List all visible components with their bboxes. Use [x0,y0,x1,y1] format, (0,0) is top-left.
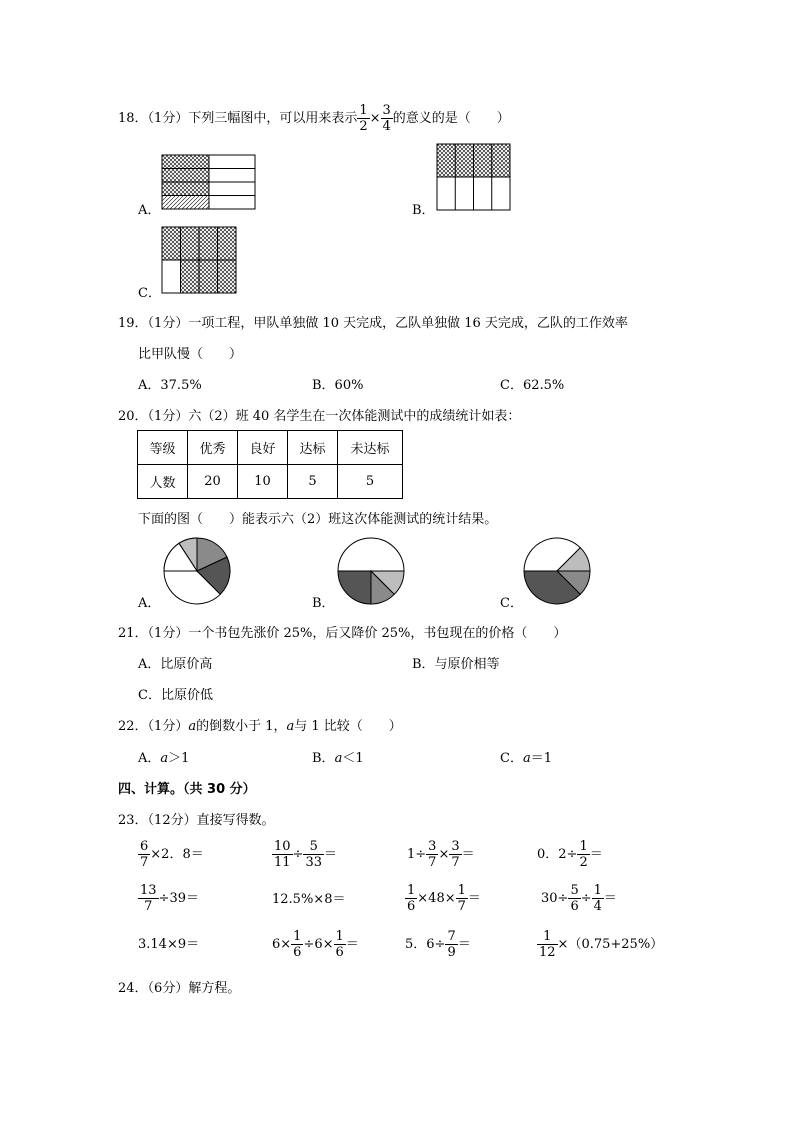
q21-option-b: B．与原价相等 [412,657,500,672]
q18-figure-b [436,143,512,211]
table-cell: 5 [338,465,403,499]
q19-option-c: C．62.5% [500,378,565,393]
q20-pie-b [336,536,406,606]
q20-stats-table [137,430,403,499]
q20-pie-a [162,536,232,606]
table-cell: 达标 [288,431,338,465]
q23-expr-8: 30÷ $\frac{5}{6}$ ÷ $\frac{1}{4}$ ＝ [541,883,617,914]
q19-option-b: B．60% [312,378,364,393]
q23-expr-12: $\frac{1}{12}$ ×（0.75+25%） [539,929,664,960]
q23-expr-10: 6× $\frac{1}{6}$ ÷6× $\frac{1}{6}$ ＝ [272,929,359,960]
table-cell: 未达标 [338,431,403,465]
q18-option-a-label: A． [138,203,161,218]
q18-figure-c [161,226,238,294]
q23-expr-1: $\frac{6}{7}$ ×2．8＝ [140,839,204,870]
q20-stem-line2: 下面的图（ ）能表示六（2）班这次体能测试的统计结果。 [138,512,498,527]
table-cell: 20 [188,465,238,499]
q23-expr-2: $\frac{10}{11}$ ÷ $\frac{5}{33}$ ＝ [274,839,338,870]
q22-option-c: C．a＝1 [500,751,552,766]
table-cell: 人数 [138,465,188,499]
q23-expr-4: 0．2÷ $\frac{1}{2}$ ＝ [537,839,603,870]
q18-option-b-label: B． [412,203,435,218]
q22-stem: 22．（1分）a的倒数小于 1，a与 1 比较（ ） [118,719,402,734]
fraction: $\frac{1}{2}$ [359,103,368,134]
q23-expr-3: 1÷ $\frac{3}{7}$ × $\frac{3}{7}$ ＝ [407,839,475,870]
q18-stem: 18．（1分）下列三幅图中，可以用来表示 $\frac{1}{2}$ × $\frac{3}{4}$ 的意义的是（ ） [118,103,510,134]
q23-expr-5: $\frac{13}{7}$ ÷39＝ [140,883,199,914]
q21-option-a: A．比原价高 [138,657,213,672]
q20-option-c-label: C． [500,596,523,611]
q23-expr-11: 5．6÷ $\frac{7}{9}$ ＝ [405,929,471,960]
table-row [138,465,403,499]
q18-figure-a [161,154,257,211]
q23-stem: 23．（12分）直接写得数。 [118,813,275,828]
q22-option-b: B．a＜1 [312,751,364,766]
q23-expr-9: 3.14×9＝ [138,937,200,952]
table-cell: 10 [238,465,288,499]
table-cell: 5 [288,465,338,499]
q19-option-a: A．37.5% [138,378,202,393]
q22-option-a: A．a＞1 [138,751,190,766]
table-cell: 优秀 [188,431,238,465]
q19-stem-line1: 19．（1分）一项工程，甲队单独做 10 天完成，乙队单独做 16 天完成，乙队的工作效率 [118,316,628,331]
q20-option-a-label: A． [138,596,161,611]
table-cell: 良好 [238,431,288,465]
table-cell: 等级 [138,431,188,465]
q20-pie-c [522,536,592,606]
fraction: $\frac{3}{4}$ [382,103,391,134]
q21-stem: 21．（1分）一个书包先涨价 25%，后又降价 25%，书包现在的价格（ ） [118,626,567,641]
q20-stem-line1: 20．（1分）六（2）班 40 名学生在一次体能测试中的成绩统计如表： [118,409,521,424]
q18-option-c-label: C． [138,286,161,301]
q23-expr-7: $\frac{1}{6}$ ×48× $\frac{1}{7}$ ＝ [407,883,481,914]
q19-stem-line2: 比甲队慢（ ） [138,347,243,362]
q21-option-c: C．比原价低 [138,688,213,703]
q23-expr-6: 12.5%×8＝ [272,892,346,907]
q20-option-b-label: B． [312,596,335,611]
table-header-row [138,431,403,465]
section-heading: 四、计算。（共 30 分） [118,782,256,797]
q24-stem: 24．（6分）解方程。 [118,981,241,996]
